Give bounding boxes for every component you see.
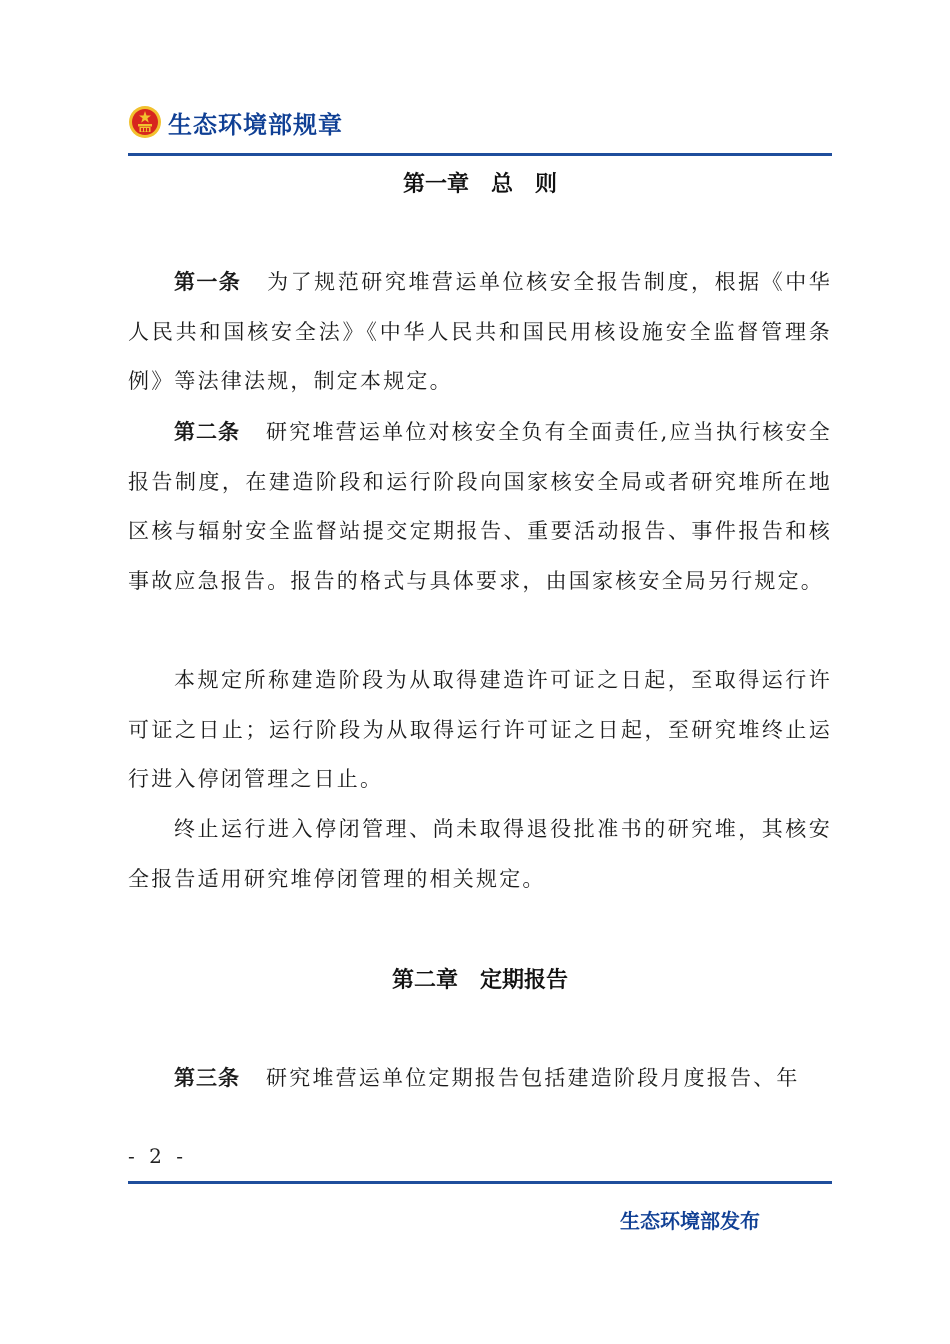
chapter-1-number: 第一章	[402, 172, 469, 197]
article-2-paragraph-2: 本规定所称建造阶段为从取得建造许可证之日起，至取得运行许可证之日止；运行阶段为从取得运行许可证之日起，至研究堆终止运行进入停闭管理之日止。	[128, 668, 832, 791]
header-divider	[128, 153, 832, 156]
header-title: 生态环境部规章	[168, 110, 343, 139]
page-number: - 2 -	[128, 1144, 187, 1168]
chapter-1-heading	[128, 167, 832, 198]
article-1	[128, 258, 832, 407]
article-3-text: 研究堆营运单位定期报告包括建造阶段月度报告、年	[266, 1066, 800, 1090]
national-emblem-icon	[128, 105, 162, 139]
page-header	[128, 100, 343, 144]
article-3-label: 第三条	[174, 1066, 240, 1090]
chapter-2-number: 第二章	[391, 968, 458, 993]
chapter-2-title: 定期报告	[480, 968, 569, 993]
footer-divider	[128, 1181, 832, 1184]
article-1-label: 第一条	[174, 270, 242, 294]
article-1-text: 为了规范研究堆营运单位核安全报告制度，根据《中华人民共和国核安全法》《中华人民共和国民用核设施安全监督管理条例》等法律法规，制定本规定。	[128, 270, 832, 393]
article-2-paragraph-3: 终止运行进入停闭管理、尚未取得退役批准书的研究堆，其核安全报告适用研究堆停闭管理的相关规定。	[128, 817, 832, 891]
article-2	[128, 408, 832, 606]
article-3	[128, 1054, 832, 1104]
article-2-label: 第二条	[174, 420, 241, 444]
chapter-1-title: 总 则	[491, 172, 558, 197]
article-2-text: 研究堆营运单位对核安全负有全面责任,应当执行核安全报告制度，在建造阶段和运行阶段向国家核安全局或者研究堆所在地区核与辐射安全监督站提交定期报告、重要活动报告、事件报告和核事故应急报告。报告的格式与具体要求，由国家核安全局另行规定。	[128, 420, 832, 593]
chapter-2-heading	[128, 963, 832, 994]
footer-publisher: 生态环境部发布	[620, 1209, 760, 1233]
